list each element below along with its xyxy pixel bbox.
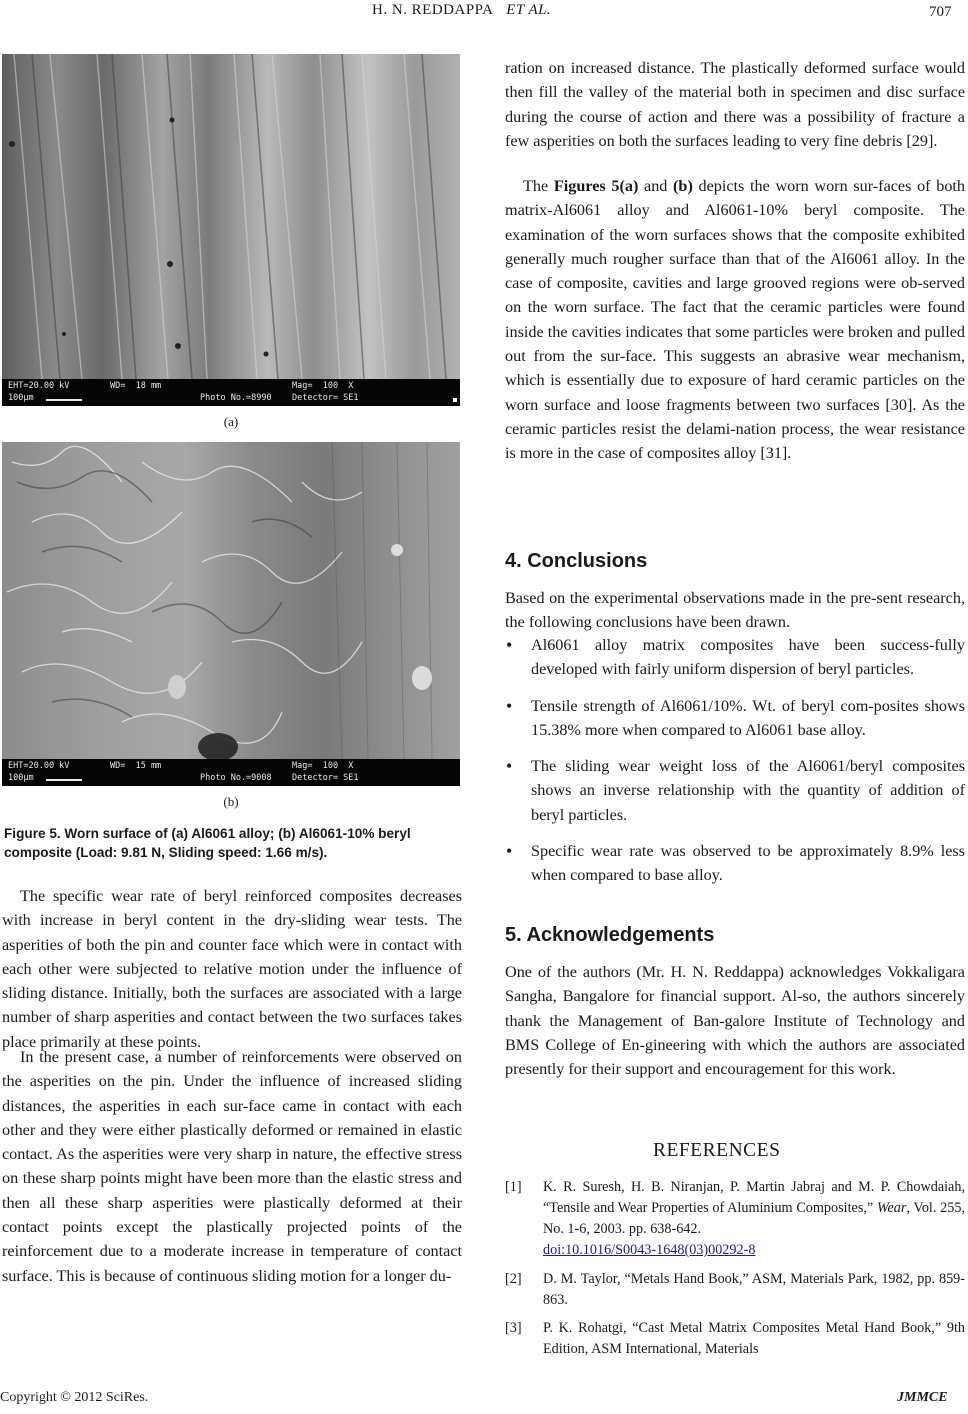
doi-link[interactable]: doi:10.1016/S0043-1648(03)00292-8: [543, 1242, 756, 1258]
right-paragraph-1: ration on increased distance. The plastically deformed surface would then fill the valley of the material both in specimen and disc surface during the course of action and there was a possibility of fracture a few asperities on both the surfaces leading to very fine debris [29].: [505, 59, 965, 150]
sem-photo-b: Photo No.=9008: [200, 773, 272, 783]
footer-journal: JMMCE: [897, 1390, 948, 1405]
sem-image-b: [2, 442, 460, 786]
sem-mag-a: Mag= 100 X: [292, 381, 354, 391]
conclusions-heading: 4. Conclusions: [505, 550, 648, 572]
sem-image-a: [2, 54, 460, 406]
reference-item: [505, 1177, 965, 1261]
sem-photo-a: Photo No.=8990: [200, 393, 272, 403]
left-paragraph-1: The specific wear rate of beryl reinforced composites decreases with increase in beryl content in the dry-sliding wear tests. The asperities of both the pin and counter face which were in contact with each other were subjected to relative motion under the influence of sliding distance. Initially, both the surfaces are associated with a large number of sharp asperities and contact between the two surfaces takes place primarily at these points.: [2, 887, 462, 1051]
header-et-al: ET AL.: [506, 2, 552, 18]
sem-eht-b: EHT=20.00 kV: [8, 761, 70, 771]
right-paragraph-2: [505, 174, 965, 466]
conclusion-item: • The sliding wear weight loss of the Al6061/beryl composites shows an inverse relationship with the quantity of addition of beryl particles.: [505, 754, 965, 827]
footer-copyright: Copyright © 2012 SciRes.: [0, 1390, 149, 1405]
sem-eht-a: EHT=20.00 kV: [8, 381, 70, 391]
figure-ref-5b: (b): [673, 177, 693, 195]
figure-a-label: (a): [223, 414, 239, 429]
sem-wd-b: WD= 15 mm: [110, 761, 162, 771]
scale-bar-b: [46, 779, 82, 781]
sem-detector-b: Detector= SE1: [292, 773, 359, 783]
figure-b-label: (b): [223, 794, 239, 809]
sem-detector-a: Detector= SE1: [292, 393, 359, 403]
header-author-names: H. N. REDDAPPA: [372, 2, 494, 18]
reference-item: [505, 1318, 965, 1360]
sem-corner-mark-a: [453, 398, 457, 402]
reference-pre: K. R. Suresh, H. B. Niranjan, P. Martin Jabraj and M. P. Chowdaiah, “Tensile and Wear Properties of Aluminium Composites,”: [543, 1179, 965, 1216]
sem-info-bar-a: [2, 379, 460, 406]
p2-post: depicts the worn worn sur-faces of both matrix-Al6061 alloy and Al6061-10% beryl composite. The examination of the worn surfaces shows that the composite exhibited generally much rougher surface than that of the Al6061 alloy. In the case of composite, cavities and large grooved regions were ob-served on the worn surface. The fact that the ceramic particles were found inside the cavities indicates that some particles were broken and pulled out from the sur-face. This suggests an abrasive wear mechanism, which is essentially due to exposure of hard ceramic particles on the worn surface and loose fragments between two surfaces [30]. As the ceramic particles resist the delami-nation process, the wear resistance is more in the case of composites alloy [31].: [505, 177, 966, 463]
sem-texture-b: [2, 442, 460, 759]
acknowledgements-heading: 5. Acknowledgements: [505, 924, 715, 946]
sem-scale-a: 100μm: [8, 393, 34, 403]
scale-bar-a: [46, 399, 82, 401]
conclusion-item: • Specific wear rate was observed to be approximately 8.9% less when compared to base alloy.: [505, 839, 965, 888]
conclusion-item: • Tensile strength of Al6061/10%. Wt. of beryl com-posites shows 15.38% more when compared to Al6061 base alloy.: [505, 694, 965, 743]
sem-info-bar-b: [2, 759, 460, 786]
figure-ref-5a: Figures 5(a): [553, 177, 639, 195]
running-header-authors: [372, 2, 551, 19]
conclusion-item: • Al6061 alloy matrix composites have been success-fully developed with fairly uniform dispersion of beryl particles.: [505, 633, 965, 682]
sem-mag-b: Mag= 100 X: [292, 761, 354, 771]
reference-text: [543, 1177, 965, 1261]
page-number: 707: [929, 4, 952, 20]
sem-scale-b: 100μm: [8, 773, 34, 783]
reference-text: D. M. Taylor, “Metals Hand Book,” ASM, Materials Park, 1982, pp. 859-863.: [543, 1271, 965, 1308]
reference-journal: Wear: [876, 1200, 907, 1216]
figure-caption: Figure 5. Worn surface of (a) Al6061 alloy; (b) Al6061-10% beryl composite (Load: 9.81 N, Sliding speed: 1.66 m/s).: [4, 826, 411, 860]
acknowledgements-text: One of the authors (Mr. H. N. Reddappa) acknowledges Vokkaligara Sangha, Bangalore for financial support. Al-so, the authors sincerely thank the Management of Ban-galore Institute of Technology and BMS College of En-gineering with which the authors are associated presently for their support and encouragement for this work.: [505, 963, 965, 1079]
reference-text: P. K. Rohatgi, “Cast Metal Matrix Composites Metal Hand Book,” 9th Edition, ASM International, Materials: [543, 1320, 965, 1357]
reference-number: [3]: [505, 1320, 522, 1336]
reference-number: [1]: [505, 1179, 522, 1195]
p2-and: and: [638, 177, 674, 195]
references-heading: REFERENCES: [653, 1140, 781, 1161]
sem-wd-a: WD= 18 mm: [110, 381, 162, 391]
p2-pre: The: [523, 177, 554, 195]
reference-number: [2]: [505, 1271, 522, 1287]
reference-item: [505, 1269, 965, 1311]
left-paragraph-2: In the present case, a number of reinforcements were observed on the asperities on the pin. Under the influence of increased sliding distances, the asperities in each sur-face came in contact with each other and they were either plastically deformed or remained in elastic contact. As the asperities were very sharp in nature, the effective stress on these sharp points might have been more than the elastic stress and then all these sharp asperities were plastically deformed at their contact points except the plastically projected points of the reinforcement due to a moderate increase in temperature of contact surface. This is because of continuous sliding motion for a longer du-: [2, 1048, 462, 1285]
conclusions-list: [505, 633, 965, 900]
reference-post: , Vol. 255, No. 1-6, 2003. pp. 638-642.: [543, 1200, 965, 1237]
sem-texture-a: [2, 54, 460, 379]
conclusions-intro: Based on the experimental observations made in the pre-sent research, the following conclusions have been drawn.: [505, 589, 965, 632]
